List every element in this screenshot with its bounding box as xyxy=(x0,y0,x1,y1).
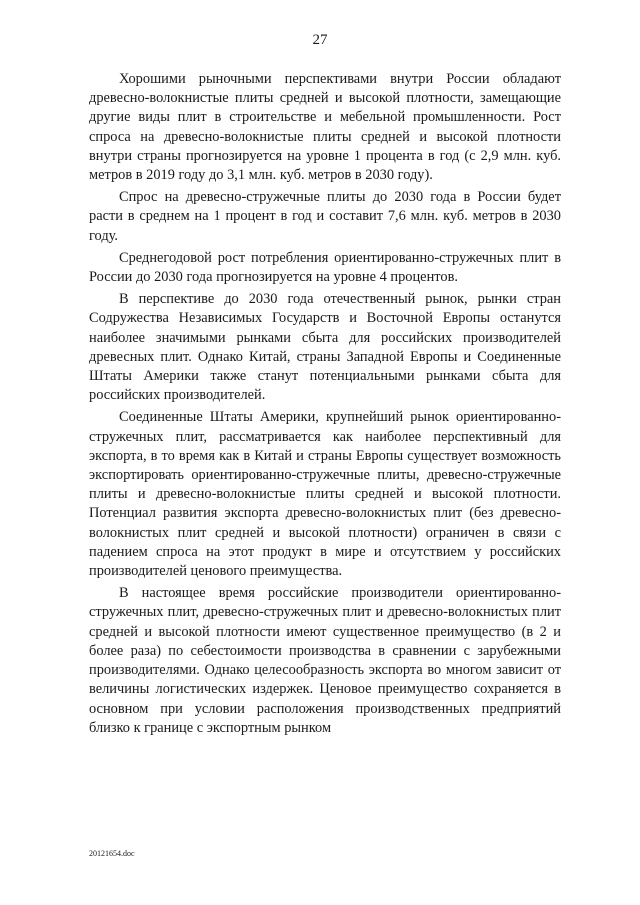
paragraph-sales-markets: В перспективе до 2030 года отечественный рынок, рынки стран Содружества Независимых Государств и Восточной Европы останутся наиболее значимыми рынками сбыта для российских производителей древесных плит. Однако Китай, страны Западной Европы и Соединенные Штаты Америки также станут потенциальными рынками сбыта для российских производителей. xyxy=(89,291,561,404)
paragraph-usa-export: Соединенные Штаты Америки, крупнейший рынок ориентированно-стружечных плит, рассматривается как наиболее перспективный для экспорта, в то время как в Китай и страны Европы существует возможность экспортировать ориентированно-стружечные плиты, древесно-стружечные плиты и древесно-волокнистые плиты средней и высокой плотности. Потенциал развития экспорта древесно-волокнистых плит (без древесно-волокнистых плит средней и высокой плотности) ограничен в связи с падением спроса на этот продукт в мире и отсутствием у российских производителей ценового преимущества. xyxy=(89,409,561,580)
footer-filename: 20121654.doc xyxy=(89,849,135,858)
paragraph-cost-advantage: В настоящее время российские производители ориентированно-стружечных плит, древесно-стружечных плит и древесно-волокнистых плит средней и высокой плотности имеют существенное преимущество (в 2 и более раза) по себестоимости производства в сравнении с зарубежными производителями. Однако целесообразность экспорта во многом зависит от величины логистических издержек. Ценовое преимущество сохраняется в основном при условии расположения производственных предприятий близко к границе с экспортным рынком xyxy=(89,585,561,736)
document-body xyxy=(89,70,561,738)
paragraph-mdf-prospects: Хорошими рыночными перспективами внутри России обладают древесно-волокнистые плиты средней и высокой плотности, замещающие другие виды плит в строительстве и мебельной промышленности. Рост спроса на древесно-волокнистые плиты средней и высокой плотности внутри страны прогнозируется на уровне 1 процента в год (с 2,9 млн. куб. метров в 2019 году до 3,1 млн. куб. метров в 2030 году). xyxy=(89,71,561,184)
paragraph-osb-growth: Среднегодовой рост потребления ориентированно-стружечных плит в России до 2030 года прогнозируется на уровне 4 процентов. xyxy=(89,249,561,286)
page-number: 27 xyxy=(312,32,328,48)
paragraph-chipboard-demand: Спрос на древесно-стружечные плиты до 2030 года в России будет расти в среднем на 1 процент в год и составит 7,6 млн. куб. метров в 2030 году. xyxy=(89,189,561,244)
